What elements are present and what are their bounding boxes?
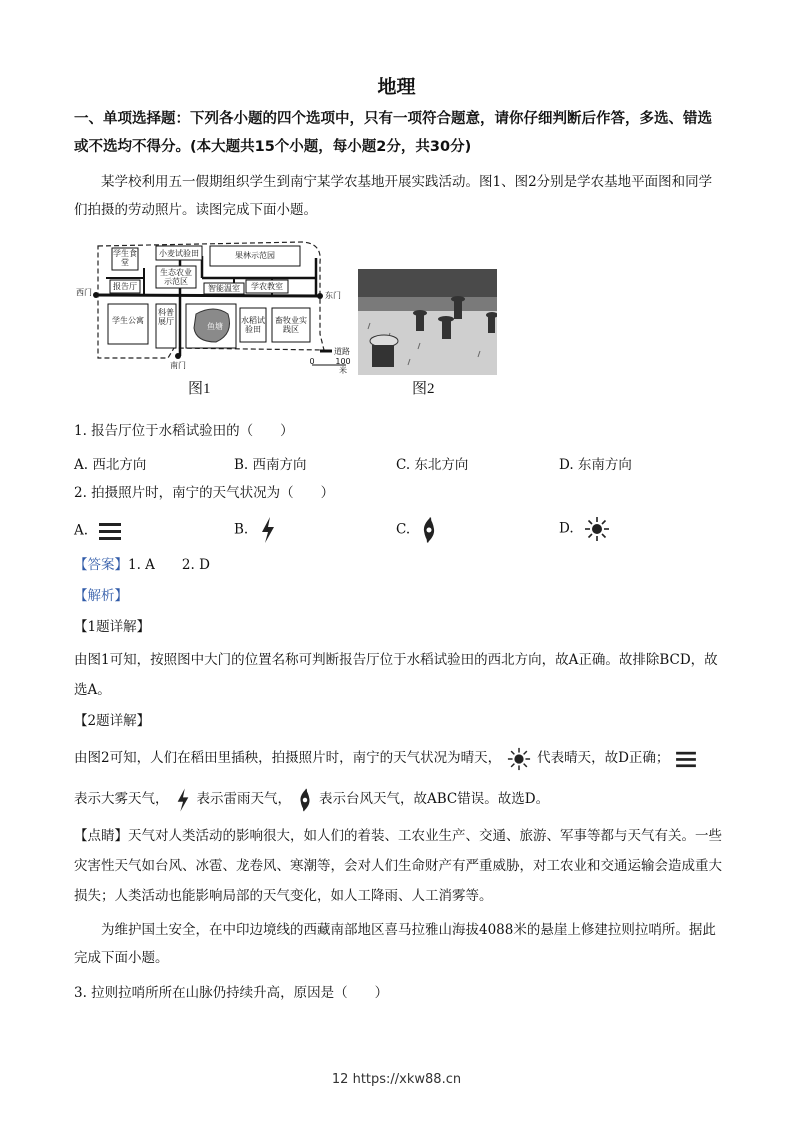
map-label-south-gate: 南门 — [170, 361, 186, 370]
map-label-livestock: 畜牧业实践区 — [275, 316, 307, 334]
q2-option-c-letter: C. — [396, 521, 411, 538]
detail1-text: 由图1可知，按照图中大门的位置名称可判断报告厅位于水稻试验田的西北方向，故A正确。故排除BCD，故选A。 — [74, 652, 718, 698]
map-label-student-canteen: 学生食堂 — [113, 249, 137, 267]
q2-option-d-letter: D. — [559, 520, 574, 537]
map-label-west-gate: 西门 — [76, 288, 92, 297]
typhoon-icon — [297, 787, 313, 813]
figure1-map — [76, 238, 352, 375]
answer-tag: 【答案】 — [74, 557, 128, 573]
detail2-text-d: 表示雷雨天气， — [196, 791, 291, 807]
q1-option-d[interactable]: D. 东南方向 — [559, 457, 632, 473]
q2-option-b-letter: B. — [234, 521, 249, 538]
map-label-science-hall: 科普展厅 — [158, 308, 174, 326]
q3-stem: 3. 拉则拉哨所所在山脉仍持续升高，原因是（ ） — [74, 985, 389, 1001]
q2-option-a[interactable] — [74, 521, 128, 541]
detail2-line1 — [74, 742, 724, 774]
map-label-report-hall: 报告厅 — [113, 282, 137, 291]
map-label-smart-greenhouse: 智能温室 — [208, 284, 240, 293]
map-label-dorm: 学生公寓 — [112, 316, 144, 325]
detail2-text-b: 代表晴天，故D正确； — [537, 750, 670, 766]
map-label-scale-zero: 0 — [309, 357, 315, 366]
q1-stem: 1. 报告厅位于水稻试验田的（ ） — [74, 423, 294, 439]
fog-icon — [675, 750, 697, 768]
map-label-wheat-field: 小麦试验田 — [159, 249, 199, 258]
q1-option-c[interactable]: C. 东北方向 — [396, 457, 469, 473]
tip-paragraph — [74, 821, 724, 911]
intro3-paragraph: 为维护国土安全，在中印边境线的西藏南部地区喜马拉雅山海拔4088米的悬崖上修建拉则拉哨所。据此完成下面小题。 — [74, 922, 716, 966]
sunny-icon — [584, 516, 610, 542]
q2-option-d[interactable] — [559, 516, 616, 542]
figure2-caption: 图2 — [412, 381, 435, 397]
page-footer: 12 https://xkw88.cn — [331, 1072, 462, 1087]
map-label-orchard: 果林示范园 — [235, 251, 275, 260]
section-heading: 一、单项选择题：下列各小题的四个选项中，只有一项符合题意，请你仔细判断后作答，多选、错选或不选均不得分。(本大题共15个小题，每小题2分，共30分) — [74, 111, 712, 155]
q2-option-b[interactable] — [234, 516, 283, 544]
q1-option-a[interactable]: A. 西北方向 — [74, 457, 147, 473]
map-label-farm-classroom: 学农教室 — [251, 282, 283, 291]
thunderstorm-icon — [175, 787, 191, 813]
q1-option-b[interactable]: B. 西南方向 — [234, 457, 307, 473]
tip-text: 天气对人类活动的影响很大，如人们的着装、工农业生产、交通、旅游、军事等都与天气有关。一些灾害性天气如台风、冰雹、龙卷风、寒潮等，会对人们生命财产有严重威胁，对工农业和交通运输会造成重大损失；人类活动也能影响局部的天气变化，如人工降雨、人工消雾等。 — [74, 828, 722, 904]
figure1-caption: 图1 — [188, 381, 211, 397]
fog-icon — [98, 521, 122, 541]
detail2-tag: 【2题详解】 — [74, 713, 151, 729]
typhoon-icon — [420, 516, 438, 544]
rice-planting-photo — [358, 269, 497, 375]
map-label-road: 道路 — [334, 347, 350, 356]
tip-tag: 【点睛】 — [74, 828, 128, 844]
map-label-east-gate: 东门 — [325, 291, 341, 300]
map-label-eco-farm: 生态农业示范区 — [160, 268, 192, 286]
q2-stem: 2. 拍摄照片时，南宁的天气状况为（ ） — [74, 485, 335, 501]
q2-option-a-letter: A. — [74, 522, 89, 539]
q2-option-c[interactable] — [396, 516, 444, 544]
intro-paragraph: 某学校利用五一假期组织学生到南宁某学农基地开展实践活动。图1、图2分别是学农基地平面图和同学们拍摄的劳动照片。读图完成下面小题。 — [74, 174, 713, 218]
detail2-text-c: 表示大雾天气， — [74, 791, 169, 807]
detail2-line2 — [74, 783, 724, 815]
page-title: 地理 — [377, 76, 416, 98]
figure2-photo — [358, 269, 497, 375]
detail2-text-e: 表示台风天气，故ABC错误。故选D。 — [319, 791, 550, 807]
map-label-rice-field: 水稻试验田 — [241, 316, 265, 334]
detail2-text-a: 由图2可知，人们在稻田里插秧，拍摄照片时，南宁的天气状况为晴天， — [74, 750, 502, 766]
analysis-tag: 【解析】 — [74, 588, 128, 604]
answer-text: 1. A 2. D — [128, 557, 210, 573]
sunny-icon — [507, 747, 531, 771]
thunderstorm-icon — [259, 516, 277, 544]
answer-line — [74, 551, 724, 579]
map-label-fish-pond: 鱼塘 — [207, 322, 223, 331]
detail1-tag: 【1题详解】 — [74, 619, 151, 635]
map-label-scale-100: 100米 — [335, 357, 351, 375]
